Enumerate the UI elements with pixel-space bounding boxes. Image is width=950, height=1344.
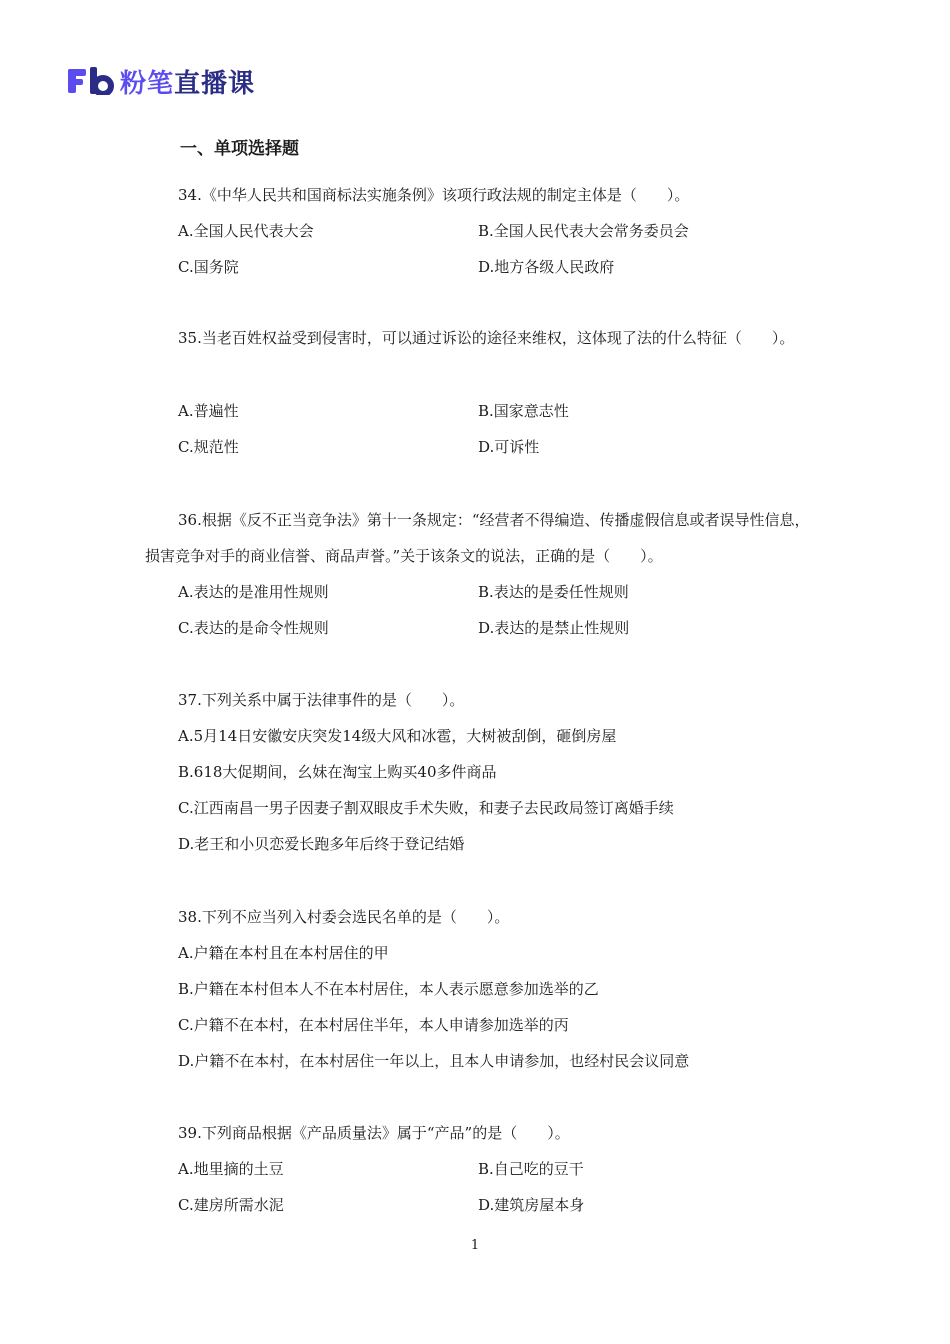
question-38-option-c: C.户籍不在本村，在本村居住半年，本人申请参加选举的丙 [178, 1016, 569, 1034]
question-34-option-b: B.全国人民代表大会常务委员会 [478, 222, 689, 240]
fb-logo-icon [68, 67, 114, 95]
question-36-option-c: C.表达的是命令性规则 [178, 619, 329, 637]
logo-text [120, 63, 255, 100]
question-34-option-d: D.地方各级人民政府 [478, 258, 615, 276]
question-35-option-a: A.普遍性 [178, 402, 239, 420]
question-38-option-a: A.户籍在本村且在本村居住的甲 [178, 944, 389, 962]
question-38-stem: 38.下列不应当列入村委会选民名单的是（ ）。 [178, 908, 510, 926]
logo-suffix: 直播课 [174, 68, 256, 99]
question-36-stem: 36.根据《反不正当竞争法》第十一条规定：“经营者不得编造、传播虚假信息或者误导性信息，损害竞争对手的商业信誉、商品声誉。”关于该条文的说法，正确的是（ ）。 [145, 511, 810, 565]
brand-logo [68, 64, 255, 98]
question-34-option-a: A.全国人民代表大会 [178, 222, 314, 240]
question-36-option-d: D.表达的是禁止性规则 [478, 619, 630, 637]
question-35-option-d: D.可诉性 [478, 438, 540, 456]
section-title: 一、单项选择题 [180, 139, 299, 159]
question-35-option-c: C.规范性 [178, 438, 239, 456]
question-36-option-b: B.表达的是委任性规则 [478, 583, 629, 601]
question-37-option-c: C.江西南昌一男子因妻子割双眼皮手术失败，和妻子去民政局签订离婚手续 [178, 799, 674, 817]
question-38-option-d: D.户籍不在本村，在本村居住一年以上，且本人申请参加，也经村民会议同意 [178, 1052, 690, 1070]
question-34-option-c: C.国务院 [178, 258, 239, 276]
question-39-stem: 39.下列商品根据《产品质量法》属于“产品”的是（ ）。 [178, 1124, 570, 1142]
question-39-option-d: D.建筑房屋本身 [478, 1196, 585, 1214]
question-36-option-a: A.表达的是准用性规则 [178, 583, 329, 601]
question-39-option-b: B.自己吃的豆干 [478, 1160, 584, 1178]
question-38-option-b: B.户籍在本村但本人不在本村居住，本人表示愿意参加选举的乙 [178, 980, 599, 998]
logo-brand: 粉笔 [120, 68, 175, 99]
question-35-stem: 35.当老百姓权益受到侵害时，可以通过诉讼的途径来维权，这体现了法的什么特征（ ）。 [178, 329, 795, 347]
question-34-stem: 34.《中华人民共和国商标法实施条例》该项行政法规的制定主体是（ ）。 [178, 186, 690, 204]
question-39-option-a: A.地里摘的土豆 [178, 1160, 284, 1178]
question-35-option-b: B.国家意志性 [478, 402, 569, 420]
question-37-option-a: A.5月14日安徽安庆突发14级大风和冰雹，大树被刮倒，砸倒房屋 [178, 727, 617, 745]
question-39-option-c: C.建房所需水泥 [178, 1196, 284, 1214]
question-37-option-b: B.618大促期间，幺妹在淘宝上购买40多件商品 [178, 763, 497, 781]
page-number: 1 [470, 1238, 480, 1253]
question-37-option-d: D.老王和小贝恋爱长跑多年后终于登记结婚 [178, 835, 465, 853]
question-37-stem: 37.下列关系中属于法律事件的是（ ）。 [178, 691, 465, 709]
